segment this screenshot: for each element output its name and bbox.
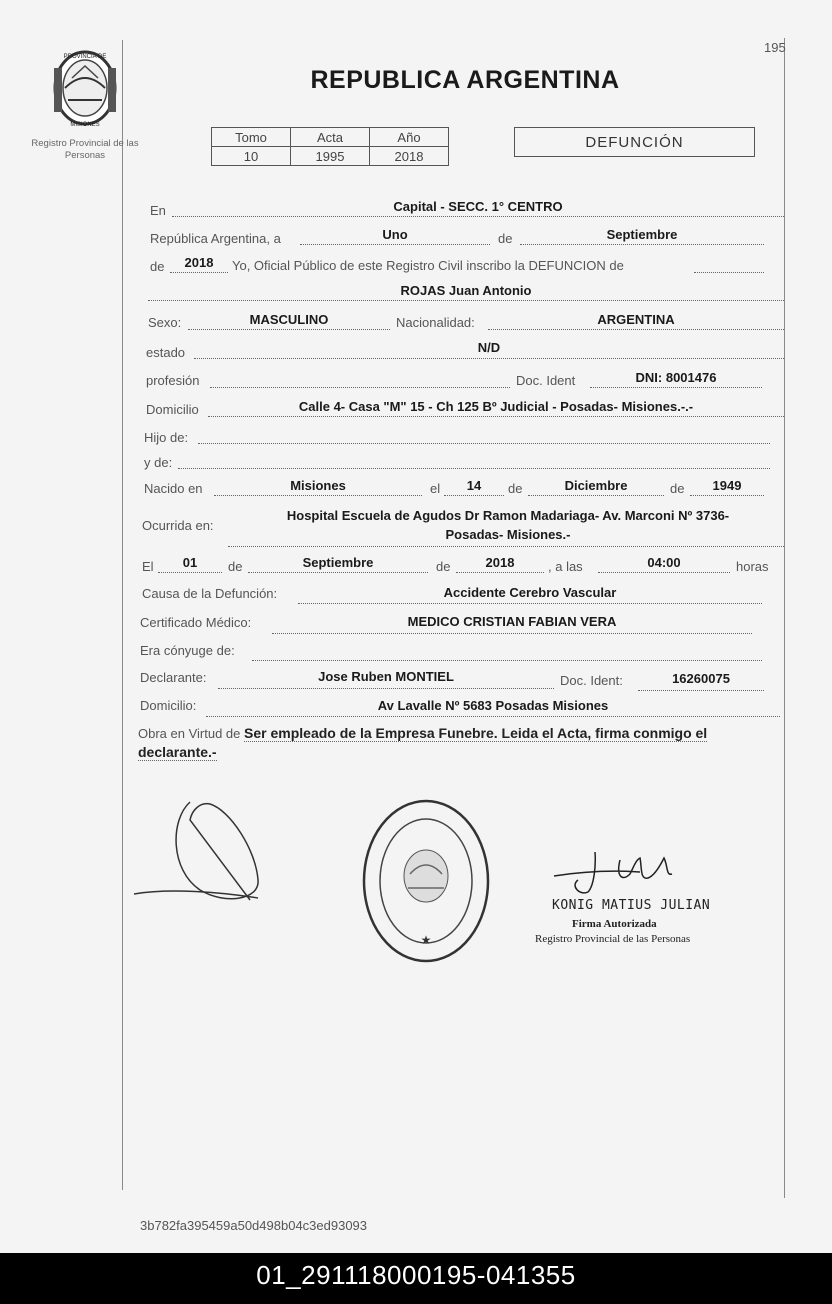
causa-value: Accidente Cerebro Vascular: [443, 585, 617, 600]
declarante-label: Declarante:: [140, 670, 207, 685]
dia-value: Uno: [382, 227, 408, 242]
ocurrida-label: Ocurrida en:: [142, 518, 214, 533]
en-line: [172, 216, 784, 217]
registry-table: [211, 127, 449, 166]
act-type-box: DEFUNCIÓN: [514, 127, 755, 157]
hora-line: [598, 572, 730, 573]
domicilio2-value: Av Lavalle Nº 5683 Posadas Misiones: [377, 698, 609, 713]
nac-el-label: el: [430, 481, 441, 496]
republica-label: República Argentina, a: [150, 231, 281, 246]
svg-text:PROVINCIA DE: PROVINCIA DE: [63, 54, 107, 60]
yde-label: y de:: [144, 455, 173, 470]
ocurrida-dotline: [228, 546, 784, 547]
registry-header-row: [212, 128, 449, 147]
estado-line: [194, 358, 784, 359]
def-dia-line: [158, 572, 222, 573]
certificado-label: Certificado Médico:: [140, 615, 252, 630]
def-dia-value: 01: [182, 555, 198, 570]
nombre-line: [148, 300, 784, 301]
sexo-value: MASCULINO: [249, 312, 329, 327]
ocurrida-line1: Hospital Escuela de Agudos Dr Ramon Madariaga- Av. Marconi Nº 3736-: [286, 508, 730, 523]
page-title: REPUBLICA ARGENTINA: [310, 66, 620, 94]
certificado-line: [272, 633, 752, 634]
conyuge-line: [252, 660, 762, 661]
de2-label: de: [150, 259, 165, 274]
officer-signature: [550, 846, 680, 896]
en-value: Capital - SECC. 1° CENTRO: [393, 199, 563, 214]
registry-header-acta: Acta: [291, 128, 370, 147]
obra-value: Ser empleado de la Empresa Funebre. Leida el Acta, firma conmigo el declarante.-: [138, 725, 708, 760]
def-mes-value: Septiembre: [302, 555, 374, 570]
dia-line: [300, 244, 490, 245]
nombre-value: ROJAS Juan Antonio: [400, 283, 532, 298]
def-anio-value: 2018: [485, 555, 515, 570]
left-margin-line: [122, 40, 123, 1190]
mes-line: [520, 244, 764, 245]
sexo-line: [188, 329, 390, 330]
registry-value-acta: 1995: [291, 147, 370, 166]
registry-value-tomo: 10: [212, 147, 291, 166]
inscribo-line: [694, 272, 764, 273]
svg-text:★: ★: [420, 933, 432, 947]
def-de2-label: de: [436, 559, 451, 574]
conyuge-label: Era cónyuge de:: [140, 643, 235, 658]
svg-text:MISIONES: MISIONES: [70, 122, 100, 128]
anio-value: 2018: [184, 255, 214, 270]
nacionalidad-value: ARGENTINA: [597, 312, 675, 327]
estado-value: N/D: [477, 340, 501, 355]
nac-anio-value: 1949: [712, 478, 742, 493]
nac-de-label: de: [508, 481, 523, 496]
declarante-line: [218, 688, 554, 689]
registry-header-tomo: Tomo: [212, 128, 291, 147]
alas-label: , a las: [548, 559, 583, 574]
doc2-line: [638, 690, 764, 691]
document-hash: 3b782fa395459a50d498b04c3ed93093: [140, 1218, 368, 1233]
hijo-label: Hijo de:: [144, 430, 189, 445]
nac-mes-line: [528, 495, 664, 496]
page-number: 195: [764, 40, 786, 55]
registry-stamp: [360, 796, 492, 966]
ocurrida-line2: Posadas- Misiones.-: [445, 527, 571, 542]
nacido-value: Misiones: [290, 478, 346, 493]
nac-mes-value: Diciembre: [564, 478, 628, 493]
nacido-label: Nacido en: [144, 481, 203, 496]
horas-label: horas: [736, 559, 769, 574]
doc2-label: Doc. Ident:: [560, 673, 623, 688]
signer-name: KONIG MATIUS JULIAN: [552, 898, 711, 913]
anio-line: [170, 272, 228, 273]
def-de-label: de: [228, 559, 243, 574]
yde-line: [178, 468, 770, 469]
nacido-line: [214, 495, 422, 496]
registry-value-anio: 2018: [370, 147, 449, 166]
nac-dia-line: [444, 495, 504, 496]
domicilio-label: Domicilio: [146, 402, 199, 417]
declarante-value: Jose Ruben MONTIEL: [318, 669, 454, 684]
footer-code-bar: 01_291118000195-041355: [0, 1253, 832, 1304]
signer-registry: Registro Provincial de las Personas: [535, 933, 691, 945]
hijo-line: [198, 443, 770, 444]
signer-title: Firma Autorizada: [572, 918, 657, 930]
def-anio-line: [456, 572, 544, 573]
def-el-label: El: [142, 559, 154, 574]
province-seal-logo: [50, 48, 120, 130]
doc2-value: 16260075: [672, 671, 730, 686]
causa-line: [298, 603, 762, 604]
doc-line: [590, 387, 762, 388]
declarant-signature: [130, 800, 270, 910]
nacionalidad-label: Nacionalidad:: [396, 315, 475, 330]
domicilio2-label: Domicilio:: [140, 698, 197, 713]
mes-value: Septiembre: [606, 227, 678, 242]
right-margin-line: [784, 38, 785, 1198]
profesion-label: profesión: [146, 373, 200, 388]
domicilio2-line: [206, 716, 780, 717]
sexo-label: Sexo:: [148, 315, 182, 330]
en-label: En: [150, 203, 166, 218]
estado-label: estado: [146, 345, 186, 360]
nacionalidad-line: [488, 329, 784, 330]
domicilio-line: [208, 416, 784, 417]
certificado-value: MEDICO CRISTIAN FABIAN VERA: [407, 614, 617, 629]
nac-de2-label: de: [670, 481, 685, 496]
registry-header-anio: Año: [370, 128, 449, 147]
inscribo-text: Yo, Oficial Público de este Registro Civil inscribo la DEFUNCION de: [232, 258, 624, 273]
registry-value-row: [212, 147, 449, 166]
nac-dia-value: 14: [466, 478, 482, 493]
profesion-line: [210, 387, 510, 388]
de-label: de: [498, 231, 513, 246]
hora-value: 04:00: [647, 555, 681, 570]
doc-value: DNI: 8001476: [635, 370, 717, 385]
obra-paragraph: [138, 724, 788, 762]
agency-caption: Registro Provincial de las Personas: [31, 138, 139, 161]
doc-label: Doc. Ident: [516, 373, 576, 388]
def-mes-line: [248, 572, 428, 573]
domicilio-value: Calle 4- Casa "M" 15 - Ch 125 Bº Judicial - Posadas- Misiones.-.-: [298, 399, 694, 414]
causa-label: Causa de la Defunción:: [142, 586, 278, 601]
nac-anio-line: [690, 495, 764, 496]
obra-label: Obra en Virtud de: [138, 726, 241, 741]
